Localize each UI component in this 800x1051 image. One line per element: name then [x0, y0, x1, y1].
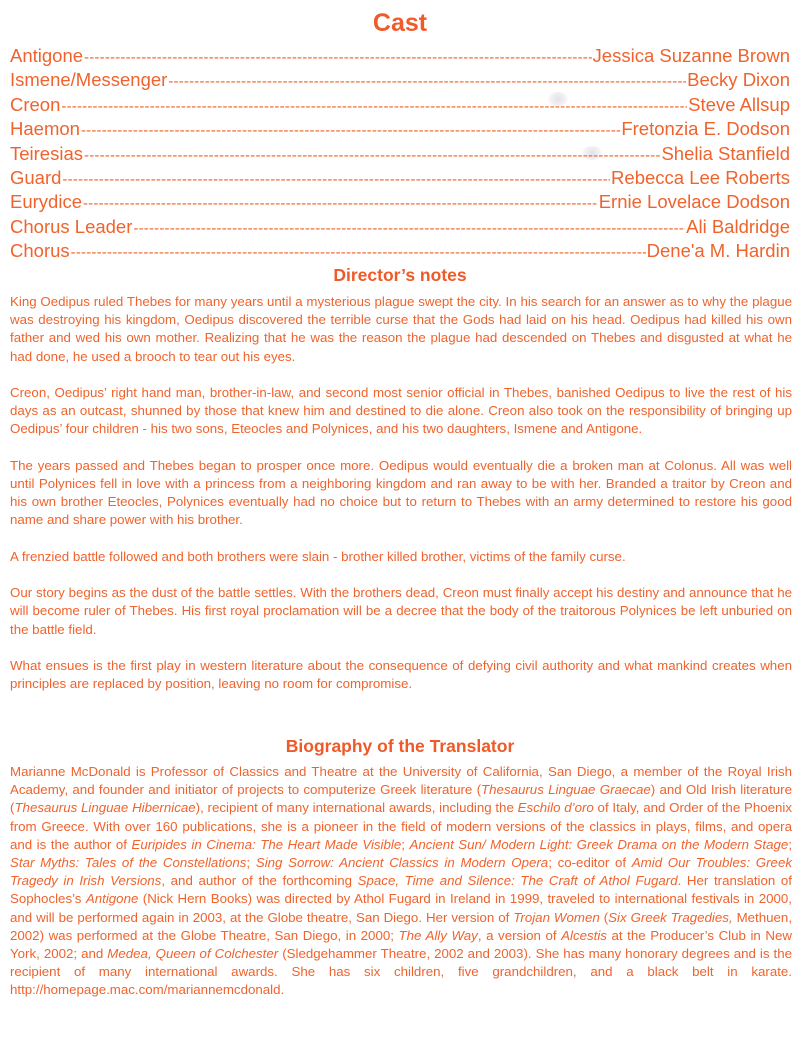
bio-italic-title: Thesaurus Linguae Graecae: [481, 782, 651, 798]
notes-paragraph: King Oedipus ruled Thebes for many years until a mysterious plague swept the city. In his search for an answer as to why the plague was destroying his kingdom, Oedipus discovered the terrible curse that the Gods had laid on his head. Oedipus had killed his own father and wed his own mother. Realizing that he was the reason the plague had descended on Thebes and disgusted at what he had done, he used a brooch to tear out his eyes.: [10, 294, 792, 364]
bio-italic-title: Six Greek Tragedies,: [608, 909, 733, 925]
notes-paragraph: A frenzied battle followed and both brothers were slain - brother killed brother, victims of the family curse.: [10, 548, 626, 564]
cast-role: Chorus Leader: [10, 215, 133, 237]
dotted-leader: [62, 168, 610, 190]
notes-paragraph: Creon, Oedipus’ right hand man, brother-in-law, and second most senior official in Thebes, banished Oedipus to live the rest of his days as an outcast, shunned by those that knew him and destined to die alone. Creon also took on the responsibility of bringing up Oedipus’ four children - his two sons, Eteocles and Polynices, and his two daughters, Ismene and Antigone.: [10, 385, 792, 437]
notes-paragraph: The years passed and Thebes began to prosper once more. Oedipus would eventually die a broken man at Colonus. All was well until Polynices fell in love with a princess from a neighboring kingdom and ran away to be with her. Branded a traitor by Creon and his own brother Eteocles, Polynices eventually had no choice but to return to Thebes with an army determined to restore his good name and share power with his brother.: [10, 457, 792, 528]
cast-role: Chorus: [10, 240, 70, 262]
cast-role: Ismene/Messenger: [10, 69, 168, 91]
bio-text: ) and Old Irish literature (: [10, 782, 792, 816]
dotted-leader: [71, 241, 646, 263]
bio-italic-title: Thesaurus Linguae Hibernicae: [14, 800, 196, 816]
dotted-leader: [84, 46, 592, 68]
cast-row: [10, 215, 790, 239]
bio-text: of Italy, and Order of the Phoenix from Greece. With over 160 publications, she is a pioneer in the field of modern versions of the classics in plays, films, and opera and is the author of: [10, 800, 793, 852]
cast-role: Haemon: [10, 118, 80, 140]
bio-text: , a version of: [477, 927, 562, 943]
cast-row: [10, 239, 790, 263]
bio-italic-title: Amid Our Troubles: Greek Tragedy in Irish Versions: [10, 855, 792, 889]
notes-paragraph: Our story begins as the dust of the battle settles. With the brothers dead, Creon must finally accept his destiny and announce that he will become ruler of Thebes. His first royal proclamation will be a decree that the body of the traitorous Polynices be left unburied on the battle field.: [10, 585, 792, 637]
bio-text: ;: [401, 836, 410, 852]
cast-role: Teiresias: [10, 142, 83, 164]
bio-italic-title: Star Myths: Tales of the Constellations: [10, 855, 247, 871]
cast-actor: Steve Allsup: [688, 93, 790, 115]
bio-text: ), recipient of many international awards, including the: [195, 800, 518, 816]
dotted-leader: [81, 119, 620, 141]
bio-italic-title: Antigone: [85, 891, 139, 907]
bio-italic-title: Euripides in Cinema: The Heart Made Visible: [131, 836, 402, 852]
cast-row: [10, 190, 790, 214]
cast-list: [10, 44, 790, 264]
cast-actor: Becky Dixon: [687, 69, 790, 91]
cast-actor: Ernie Lovelace Dodson: [598, 191, 790, 213]
cast-row: [10, 93, 790, 117]
cast-role: Creon: [10, 93, 61, 115]
bio-text: at the Producer’s Club in New York, 2002; and: [10, 927, 792, 962]
directors-notes-body: [10, 293, 792, 712]
cast-actor: Shelia Stanfield: [661, 142, 790, 164]
cast-actor: Ali Baldridge: [686, 215, 790, 237]
bio-text: ;: [246, 855, 256, 871]
bio-italic-title: Sing Sorrow: Ancient Classics in Modern Opera: [255, 855, 549, 871]
bio-text: ;: [788, 836, 793, 852]
dotted-leader: [168, 70, 686, 92]
cast-row: [10, 68, 790, 92]
cast-title: Cast: [372, 9, 428, 37]
cast-actor: Jessica Suzanne Brown: [592, 45, 790, 66]
bio-italic-title: Alcestis: [561, 927, 607, 943]
cast-row: [10, 166, 790, 190]
notes-paragraph: What ensues is the first play in western literature about the consequence of defying civil authority and what mankind creates when principles are replaced by position, leaving no room for compromise.: [10, 657, 792, 692]
bio-italic-title: The Ally Way: [398, 927, 478, 943]
bio-italic-title: Eschilo d’oro: [517, 800, 594, 816]
bio-italic-title: Medea, Queen of Colchester: [107, 946, 279, 962]
bio-text: Methuen, 2002) was performed at the Globe Theatre, San Diego, in 2000;: [10, 909, 793, 943]
directors-notes-heading: Director’s notes: [333, 265, 467, 285]
dotted-leader: [61, 95, 687, 117]
cast-role: Guard: [10, 166, 62, 188]
cast-actor: Fretonzia E. Dodson: [621, 118, 790, 140]
bio-text: (Nick Hern Books) was directed by Athol Fugard in Ireland in 1999, traveled to international festivals in 2000, and will be performed again in 2003, at the Globe theatre, San Diego. Her version of: [10, 891, 793, 925]
bio-text: . Her translation of Sophocles’s: [10, 873, 792, 907]
bio-text: (: [599, 909, 609, 925]
cast-role: Eurydice: [10, 191, 82, 213]
biography-body: [10, 763, 792, 1000]
bio-italic-title: Ancient Sun/ Modern Light: Greek Drama on the Modern Stage: [409, 836, 789, 852]
bio-text: ; co-editor of: [548, 855, 632, 871]
biography-heading: Biography of the Translator: [285, 736, 515, 756]
cast-row: [10, 44, 790, 68]
bio-italic-title: Trojan Women: [513, 909, 600, 925]
bio-text: , and author of the forthcoming: [161, 873, 358, 889]
cast-role: Antigone: [10, 45, 84, 66]
cast-row: [10, 117, 790, 141]
bio-italic-title: Space, Time and Silence: The Craft of Athol Fugard: [357, 873, 678, 889]
bio-text: Marianne McDonald is Professor of Classics and Theatre at the University of California, San Diego, a member of the Royal Irish Academy, and founder and initiator of projects to computerize Greek literature (: [10, 764, 792, 798]
dotted-leader: [84, 144, 660, 166]
cast-actor: Rebecca Lee Roberts: [611, 166, 790, 188]
cast-actor: Dene'a M. Hardin: [646, 240, 790, 262]
cast-row: [10, 142, 790, 166]
bio-text: (Sledgehammer Theatre, 2002 and 2003). She has many honorary degrees and is the recipient of many international awards. She has six children, five grandchildren, and a black belt in karate. http://homepage.mac.com/mariannemcdonald.: [10, 946, 792, 998]
dotted-leader: [83, 192, 598, 214]
dotted-leader: [133, 217, 685, 239]
